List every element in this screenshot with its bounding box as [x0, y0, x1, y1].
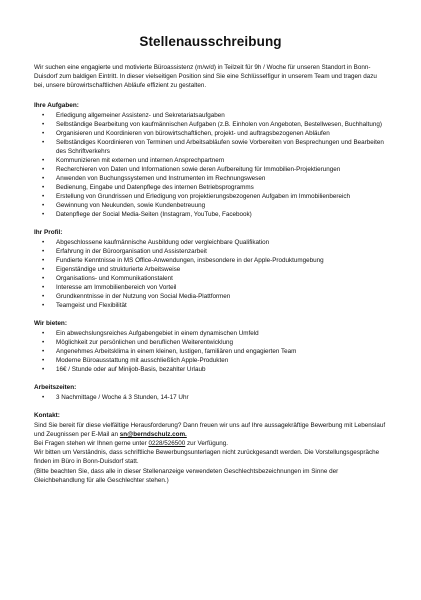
- list-item-text: Datenpflege der Social Media-Seiten (Instagram, YouTube, Facebook): [56, 210, 252, 218]
- list-item: [34, 238, 387, 247]
- list-item: [34, 256, 387, 265]
- list-item-text: Organisations- und Kommunikationstalent: [56, 274, 173, 282]
- list-item-text: Anwenden von Buchungssystemen und Instrumenten im Rechnungswesen: [56, 174, 266, 182]
- list-item-text: Abgeschlossene kaufmännische Ausbildung oder vergleichbare Qualifikation: [56, 238, 270, 246]
- bullet-icon: •: [42, 256, 45, 264]
- list-item: [34, 274, 387, 283]
- list-item-text: Erstellung von Grundrissen und Erledigung von projektierungsbezogenen Aufgaben im Immobilienbereich: [56, 192, 351, 200]
- bullet-list: [34, 393, 387, 402]
- list-item: [34, 292, 387, 301]
- list-item: [34, 156, 387, 165]
- contact-text-2a: Bei Fragen stehen wir Ihnen gerne unter: [34, 440, 149, 448]
- list-item-text: Interesse am Immobilienbereich von Vorteil: [56, 283, 177, 291]
- bullet-icon: •: [42, 174, 45, 182]
- bullet-list: [34, 111, 387, 219]
- list-item-text: Grundkenntnisse in der Nutzung von Social Media-Plattformen: [56, 292, 231, 300]
- list-item-text: Fundierte Kenntnisse in MS Office-Anwendungen, insbesondere in der Apple-Produktumgebung: [56, 256, 324, 264]
- section-0: [34, 101, 387, 219]
- contact-text-2b: zur Verfügung.: [185, 440, 228, 448]
- list-item: [34, 210, 387, 219]
- bullet-icon: •: [42, 338, 45, 346]
- list-item: [34, 120, 387, 129]
- list-item-text: Erledigung allgemeiner Assistenz- und Sekretariatsaufgaben: [56, 111, 225, 119]
- bullet-icon: •: [42, 183, 45, 191]
- contact-heading: Kontakt:: [34, 411, 60, 419]
- list-item-text: Selbständiges Koordinieren von Terminen und Arbeitsabläufen sowie Vorbereiten von Besprechungen und Bearbeiten des Schriftverkehrs: [56, 138, 384, 155]
- bullet-icon: •: [42, 301, 45, 309]
- bullet-icon: •: [42, 210, 45, 218]
- list-item: [34, 356, 387, 365]
- list-item-text: 16€ / Stunde oder auf Minijob-Basis, bezahlter Urlaub: [56, 365, 206, 373]
- contact-paragraph-2: [34, 439, 387, 448]
- list-item: [34, 174, 387, 183]
- list-item-text: Kommunizieren mit externen und internen Ansprechpartnern: [56, 156, 225, 164]
- list-item: [34, 183, 387, 192]
- list-item: [34, 138, 387, 156]
- bullet-icon: •: [42, 347, 45, 355]
- list-item: [34, 365, 387, 374]
- bullet-icon: •: [42, 265, 45, 273]
- list-item-text: Ein abwechslungsreiches Aufgabengebiet in einem dynamischen Umfeld: [56, 329, 259, 337]
- section-heading: Arbeitszeiten:: [34, 383, 77, 391]
- section-heading: Ihre Aufgaben:: [34, 101, 79, 109]
- bullet-icon: •: [42, 156, 45, 164]
- list-item-text: Eigenständige und strukturierte Arbeitsweise: [56, 265, 181, 273]
- section-3: [34, 383, 387, 402]
- bullet-list: [34, 329, 387, 374]
- bullet-icon: •: [42, 274, 45, 282]
- bullet-icon: •: [42, 292, 45, 300]
- list-item: [34, 347, 387, 356]
- contact-text-1: Sind Sie bereit für diese vielfältige Herausforderung? Dann freuen wir uns auf Ihre aussagekräftige Bewerbung mit Lebenslauf und Zeugnissen per E-Mail an: [34, 421, 386, 438]
- contact-paragraph-3: Wir bitten um Verständnis, dass schriftliche Bewerbungsunterlagen nicht zurückgesandt werden. Die Vorstellungsgespräche finden im Büro in Bonn-Duisdorf statt.: [34, 449, 380, 466]
- section-1: [34, 228, 387, 310]
- list-item-text: Selbständige Bearbeitung von kaufmännischen Aufgaben (z.B. Einholen von Angeboten, Bestellwesen, Buchhaltung): [56, 120, 382, 128]
- bullet-icon: •: [42, 138, 45, 146]
- page-title: Stellenausschreibung: [139, 34, 282, 49]
- list-item-text: Moderne Büroausstattung mit ausschließlich Apple-Produkten: [56, 356, 229, 364]
- list-item: [34, 265, 387, 274]
- section-2: [34, 319, 387, 374]
- phone-link[interactable]: 0228/526500: [148, 440, 186, 448]
- bullet-icon: •: [42, 365, 45, 373]
- gender-note: (Bitte beachten Sie, dass alle in dieser Stellenanzeige verwendeten Geschlechtsbezeichnungen im Sinne der Gleichbehandlung für alle Geschlechter stehen.): [34, 467, 339, 484]
- bullet-icon: •: [42, 192, 45, 200]
- bullet-list: [34, 238, 387, 310]
- bullet-icon: •: [42, 393, 45, 401]
- contact-section: [34, 411, 387, 485]
- list-item: [34, 111, 387, 120]
- list-item: [34, 393, 387, 402]
- list-item-text: Gewinnung von Neukunden, sowie Kundenbetreuung: [56, 201, 206, 209]
- email-link[interactable]: sn@berndschulz.com.: [119, 430, 187, 438]
- list-item: [34, 201, 387, 210]
- bullet-icon: •: [42, 120, 45, 128]
- intro-paragraph: Wir suchen eine engagierte und motivierte Büroassistenz (m/w/d) in Teilzeit für 9h / Woche für unseren Standort in Bonn-Duisdorf zum baldigen Eintritt. In dieser vielseitigen Position sind Sie eine Schlüsselfigur in unserem Team und tragen dazu bei, unsere bürowirtschaftlichen Abläufe effizient zu gestalten.: [34, 64, 377, 90]
- bullet-icon: •: [42, 329, 45, 337]
- contact-paragraph-1: [34, 421, 387, 439]
- list-item-text: Recherchieren von Daten und Informationen sowie deren Aufbereitung für Immobilien-Projektierungen: [56, 165, 341, 173]
- section-heading: Wir bieten:: [34, 319, 67, 327]
- bullet-icon: •: [42, 201, 45, 209]
- list-item: [34, 338, 387, 347]
- list-item-text: 3 Nachmittage / Woche á 3 Stunden, 14-17 Uhr: [56, 393, 189, 401]
- bullet-icon: •: [42, 111, 45, 119]
- list-item: [34, 192, 387, 201]
- bullet-icon: •: [42, 247, 45, 255]
- bullet-icon: •: [42, 238, 45, 246]
- list-item: [34, 283, 387, 292]
- list-item: [34, 329, 387, 338]
- list-item-text: Bedienung, Eingabe und Datenpflege des internen Betriebsprogramms: [56, 183, 254, 191]
- bullet-icon: •: [42, 129, 45, 137]
- list-item-text: Möglichkeit zur persönlichen und beruflichen Weiterentwicklung: [56, 338, 233, 346]
- list-item: [34, 247, 387, 256]
- list-item-text: Organisieren und Koordinieren von bürowirtschaftlichen, projekt- und auftragsbezogenen Abläufen: [56, 129, 330, 137]
- bullet-icon: •: [42, 165, 45, 173]
- list-item-text: Erfahrung in der Büroorganisation und Assistenzarbeit: [56, 247, 207, 255]
- list-item: [34, 301, 387, 310]
- list-item: [34, 165, 387, 174]
- list-item-text: Teamgeist und Flexibilität: [56, 301, 127, 309]
- bullet-icon: •: [42, 283, 45, 291]
- list-item-text: Angenehmes Arbeitsklima in einem kleinen, lustigen, familiären und engagierten Team: [56, 347, 297, 355]
- bullet-icon: •: [42, 356, 45, 364]
- list-item: [34, 129, 387, 138]
- section-heading: Ihr Profil:: [34, 228, 63, 236]
- sections-container: [34, 101, 387, 402]
